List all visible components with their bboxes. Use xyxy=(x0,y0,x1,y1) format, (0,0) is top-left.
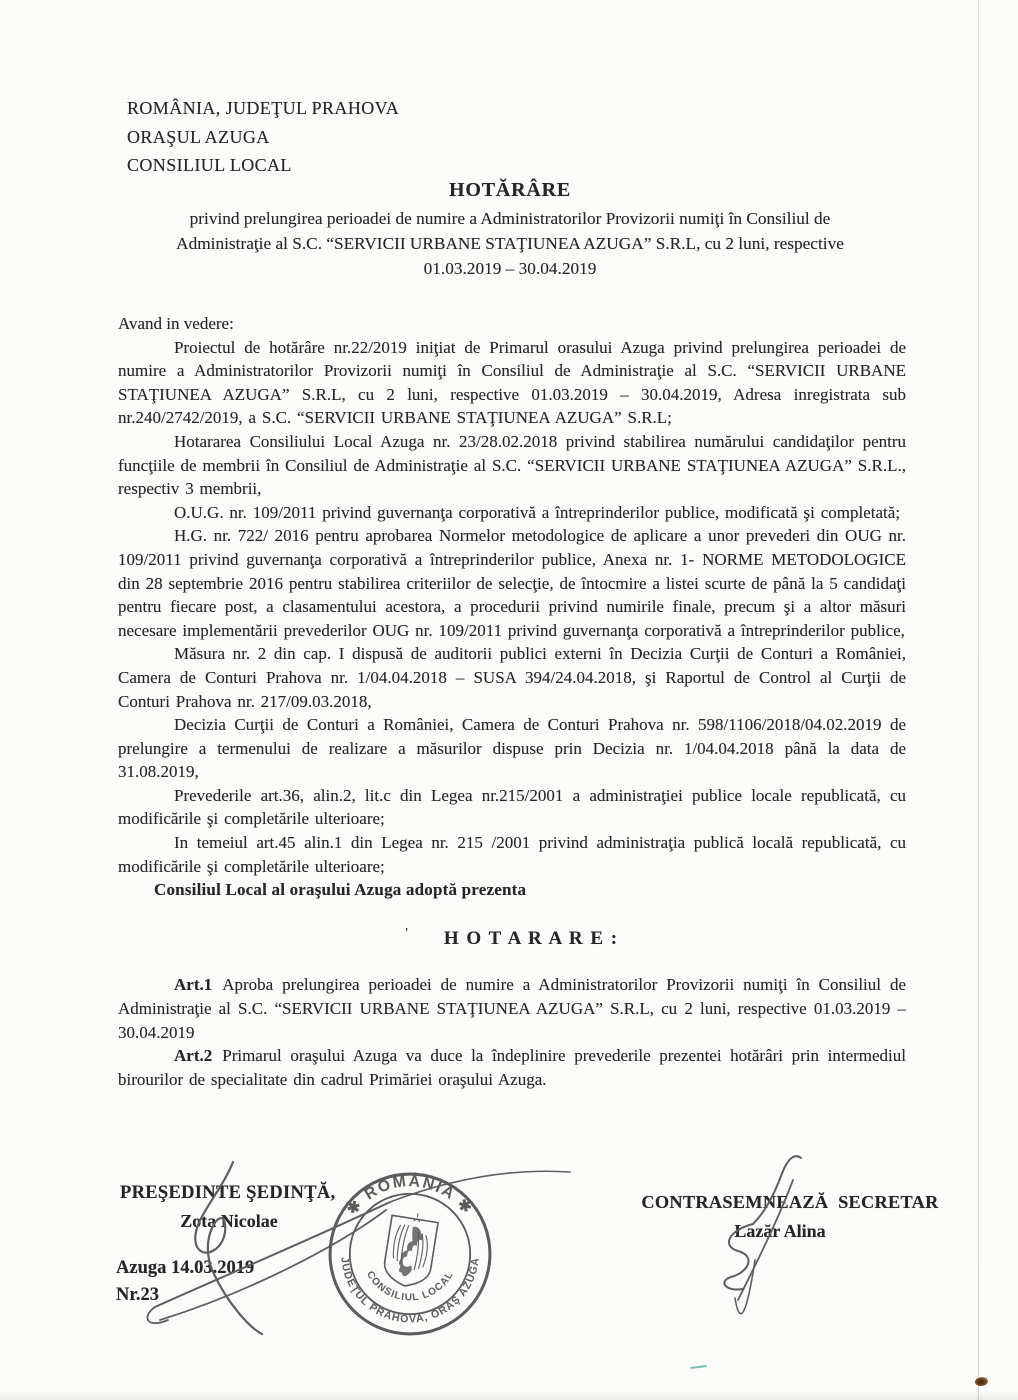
svg-text:CONSILIUL LOCAL xyxy=(364,1269,456,1303)
document-title: HOTĂRÂRE xyxy=(449,179,571,201)
preamble-paragraph: H.G. nr. 722/ 2016 pentru aprobarea Normelor metodologice de aplicare a unor prevederi din OUG nr. 109/2011 privind guvernanţa corporativă a întreprinderilor publice, Anexa nr. 1- NORME METODOLOGICE din 28 septembrie 2016 pentru stabilirea criteriilor de selecţie, de întocmire a listei scurte de până la 5 candidaţi pentru fiecare post, a clasamentului acestora, a procedurii privind numirile finale, precum şi a altor măsuri necesare implementării prevederilor OUG nr. 109/2011 privind guvernanţa corporativă a întreprinderilor publice, xyxy=(118,526,906,640)
preamble-paragraph: Măsura nr. 2 din cap. I dispusă de auditorii publici externi în Decizia Curţii de Conturi a României, Camera de Conturi Prahova nr. 1/04.04.2018 – SUSA 394/24.04.2018, şi Raportul de Control al Curţii de Conturi Prahova nr. 217/09.03.2018, xyxy=(118,644,906,711)
decision-heading xyxy=(118,927,906,953)
decision-number: Nr.23 xyxy=(116,1285,159,1305)
secretary-role-label: CONTRASEMNEAZĂ SECRETAR xyxy=(641,1192,939,1212)
issue-place-date: Azuga 14.03.2019 xyxy=(116,1258,255,1278)
secretary-name: Lazăr Alina xyxy=(734,1221,826,1241)
scan-fold-line xyxy=(978,0,979,1400)
subtitle-line: Administraţie al S.C. “SERVICII URBANE STAŢIUNEA AZUGA” S.R.L, cu 2 luni, respective xyxy=(176,234,844,253)
secretary-signature xyxy=(693,1150,843,1400)
preamble-intro: Avand in vedere: xyxy=(118,314,234,333)
preamble-paragraph: Decizia Curţii de Conturi a României, Camera de Conturi Prahova nr. 598/1106/2018/04.02.2019 de prelungire a termenului de realizare a măsurilor dispuse prin Decizia nr. 1/04.04.2018 până la data de 31.08.2019, xyxy=(118,715,906,782)
subtitle-line: privind prelungirea perioadei de numire a Administratorilor Provizorii numiţi în Consiliul de xyxy=(189,209,831,228)
stamp-ring-text: JUDEŢUL PRAHOVA, ORAŞ AZUGA xyxy=(338,1256,482,1326)
preamble-paragraph: Proiectul de hotărâre nr.22/2019 iniţiat de Primarul orasului Azuga privind prelungirea perioadei de numire a Administratorilor Provizorii numiţi în Consiliul de Administraţie al S.C. “SERVICII URBANE STAŢIUNEA AZUGA” S.R.L, cu 2 luni, respective 01.03.2019 – 30.04.2019, Adresa inregistrata sub nr.240/2742/2019, a S.C. “SERVICII URBANE STAŢIUNEA AZUGA” S.R.L; xyxy=(118,337,906,428)
scan-speck xyxy=(975,1377,988,1386)
scan-speck xyxy=(690,1365,707,1369)
preamble-paragraph: O.U.G. nr. 109/2011 privind guvernanţa corporativă a întreprinderilor publice, modificată şi completată; xyxy=(174,502,901,522)
scan-edge-shade xyxy=(0,1390,1018,1400)
letterhead-town-line: ORAŞUL AZUGA xyxy=(127,126,270,147)
stray-mark: ' xyxy=(405,925,408,941)
article-1 xyxy=(118,973,906,1044)
preamble-paragraph: Hotararea Consiliului Local Azuga nr. 23/28.02.2018 privind stabilirea numărului candidaţilor pentru funcţiile de membrii în Consiliul de Administraţie al S.C. “SERVICII URBANE STAŢIUNEA AZUGA” S.R.L., respectiv 3 membrii, xyxy=(118,431,906,499)
president-name: Zota Nicolae xyxy=(180,1211,278,1231)
stamp-svg xyxy=(324,1168,496,1340)
stamp-country-text: ✱ ROMÂNIA ✱ xyxy=(343,1173,477,1219)
document-body xyxy=(118,312,906,1091)
stamp-eagle-icon xyxy=(391,1210,433,1271)
stamp-coat-of-arms xyxy=(381,1209,439,1289)
article-1-text: Aproba prelungirea perioadei de numire a Administratorilor Provizorii numiţi în Consiliul de Administraţie al S.C. “SERVICII URBANE STAŢIUNEA AZUGA” S.R.L, cu 2 luni, respective 01.03.2019 – 30.04.2019 xyxy=(118,975,906,1042)
official-round-stamp-icon xyxy=(324,1168,496,1340)
preamble-paragraph: In temeiul art.45 alin.1 din Legea nr. 215 /2001 privind administraţia publică locală republicată, cu modificările şi completările ulterioare; xyxy=(118,833,906,876)
letterhead xyxy=(127,94,399,180)
article-1-label: Art.1 xyxy=(174,975,213,995)
letterhead-county-line: ROMÂNIA, JUDEŢUL PRAHOVA xyxy=(127,98,400,118)
article-2 xyxy=(118,1044,906,1091)
stamp-shield xyxy=(381,1215,438,1289)
document-subtitle xyxy=(114,206,906,281)
stamp-bottom-text: CONSILIUL LOCAL xyxy=(364,1269,456,1304)
title-block xyxy=(114,179,906,281)
letterhead-council-line: CONSILIUL LOCAL xyxy=(127,155,292,175)
article-2-label: Art.2 xyxy=(174,1046,213,1066)
president-role-label: PREŞEDINTE ŞEDINŢĂ, xyxy=(120,1183,336,1203)
preamble-paragraph: Prevederile art.36, alin.2, lit.c din Legea nr.215/2001 a administraţiei publice locale republicată, cu modificările şi completările ulterioare; xyxy=(118,785,906,829)
decision-heading-text: H O T A R A R E : xyxy=(443,927,619,949)
subtitle-line: 01.03.2019 – 30.04.2019 xyxy=(423,259,597,278)
adoption-line: Consiliul Local al oraşului Azuga adoptă prezenta xyxy=(154,880,527,900)
article-2-text: Primarul oraşului Azuga va duce la îndeplinire prevederile prezentei hotărâri prin intermediul birourilor de specialitate din cadrul Primăriei oraşului Azuga. xyxy=(118,1046,906,1089)
